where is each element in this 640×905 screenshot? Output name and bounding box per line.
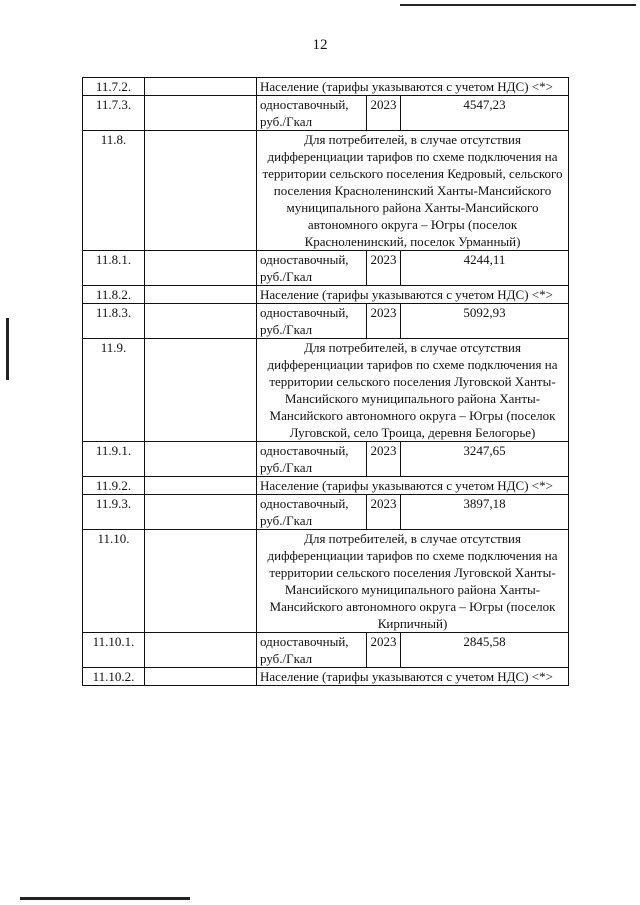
section-heading: Для потребителей, в случае отсутствия дифференциации тарифов по схеме подключения на территории сельского поселения Кедровый, сельского поселения Красноленинский Ханты-Мансийского муниципального района Ханты-Мансийского автономного округа – Югры (поселок Красноленинский, поселок Урманный) — [257, 131, 569, 251]
table-row — [83, 286, 569, 304]
year-cell: 2023 — [367, 495, 401, 530]
row-number: 11.9.3. — [83, 495, 145, 530]
blank-cell — [145, 495, 257, 530]
tariff-value: 4244,11 — [401, 251, 569, 286]
table-row — [83, 668, 569, 686]
unit-cell: одноставочный, руб./Гкал — [257, 495, 367, 530]
blank-cell — [145, 633, 257, 668]
blank-cell — [145, 96, 257, 131]
table-row — [83, 442, 569, 477]
tariff-value: 5092,93 — [401, 304, 569, 339]
table-row — [83, 131, 569, 251]
blank-cell — [145, 251, 257, 286]
row-number: 11.7.3. — [83, 96, 145, 131]
blank-cell — [145, 339, 257, 442]
row-number: 11.8.1. — [83, 251, 145, 286]
table-row — [83, 251, 569, 286]
section-heading: Для потребителей, в случае отсутствия дифференциации тарифов по схеме подключения на территории сельского поселения Луговской Ханты-Мансийского муниципального района Ханты-Мансийского автономного округа – Югры (поселок Кирпичный) — [257, 530, 569, 633]
tariff-value: 3247,65 — [401, 442, 569, 477]
population-text: Население (тарифы указываются с учетом НДС) <*> — [257, 668, 569, 686]
row-number: 11.8. — [83, 131, 145, 251]
year-cell: 2023 — [367, 304, 401, 339]
row-number: 11.8.3. — [83, 304, 145, 339]
row-number: 11.8.2. — [83, 286, 145, 304]
blank-cell — [145, 131, 257, 251]
top-rule — [400, 4, 636, 6]
unit-cell: одноставочный, руб./Гкал — [257, 442, 367, 477]
year-cell: 2023 — [367, 442, 401, 477]
row-number: 11.9.2. — [83, 477, 145, 495]
row-number: 11.7.2. — [83, 78, 145, 96]
year-cell: 2023 — [367, 633, 401, 668]
page-number: 12 — [312, 37, 328, 53]
row-number: 11.10.1. — [83, 633, 145, 668]
year-cell: 2023 — [367, 251, 401, 286]
blank-cell — [145, 668, 257, 686]
blank-cell — [145, 530, 257, 633]
row-number: 11.10.2. — [83, 668, 145, 686]
tariff-value: 2845,58 — [401, 633, 569, 668]
table-row — [83, 78, 569, 96]
row-number: 11.9. — [83, 339, 145, 442]
year-cell: 2023 — [367, 96, 401, 131]
tariff-value: 4547,23 — [401, 96, 569, 131]
table-row — [83, 477, 569, 495]
unit-cell: одноставочный, руб./Гкал — [257, 96, 367, 131]
section-heading: Для потребителей, в случае отсутствия дифференциации тарифов по схеме подключения на территории сельского поселения Луговской Ханты-Мансийского муниципального района Ханты-Мансийского автономного округа – Югры (поселок Луговской, село Троица, деревня Белогорье) — [257, 339, 569, 442]
unit-cell: одноставочный, руб./Гкал — [257, 633, 367, 668]
row-number: 11.10. — [83, 530, 145, 633]
table-row — [83, 339, 569, 442]
table-row — [83, 96, 569, 131]
blank-cell — [145, 477, 257, 495]
bottom-rule — [20, 897, 190, 900]
row-number: 11.9.1. — [83, 442, 145, 477]
unit-cell: одноставочный, руб./Гкал — [257, 304, 367, 339]
table-row — [83, 304, 569, 339]
population-text: Население (тарифы указываются с учетом НДС) <*> — [257, 78, 569, 96]
tariff-table — [82, 77, 569, 686]
blank-cell — [145, 442, 257, 477]
unit-cell: одноставочный, руб./Гкал — [257, 251, 367, 286]
table-row — [83, 530, 569, 633]
left-margin-mark — [6, 318, 9, 380]
table-row — [83, 633, 569, 668]
population-text: Население (тарифы указываются с учетом НДС) <*> — [257, 477, 569, 495]
blank-cell — [145, 304, 257, 339]
blank-cell — [145, 286, 257, 304]
table-row — [83, 495, 569, 530]
population-text: Население (тарифы указываются с учетом НДС) <*> — [257, 286, 569, 304]
tariff-value: 3897,18 — [401, 495, 569, 530]
blank-cell — [145, 78, 257, 96]
